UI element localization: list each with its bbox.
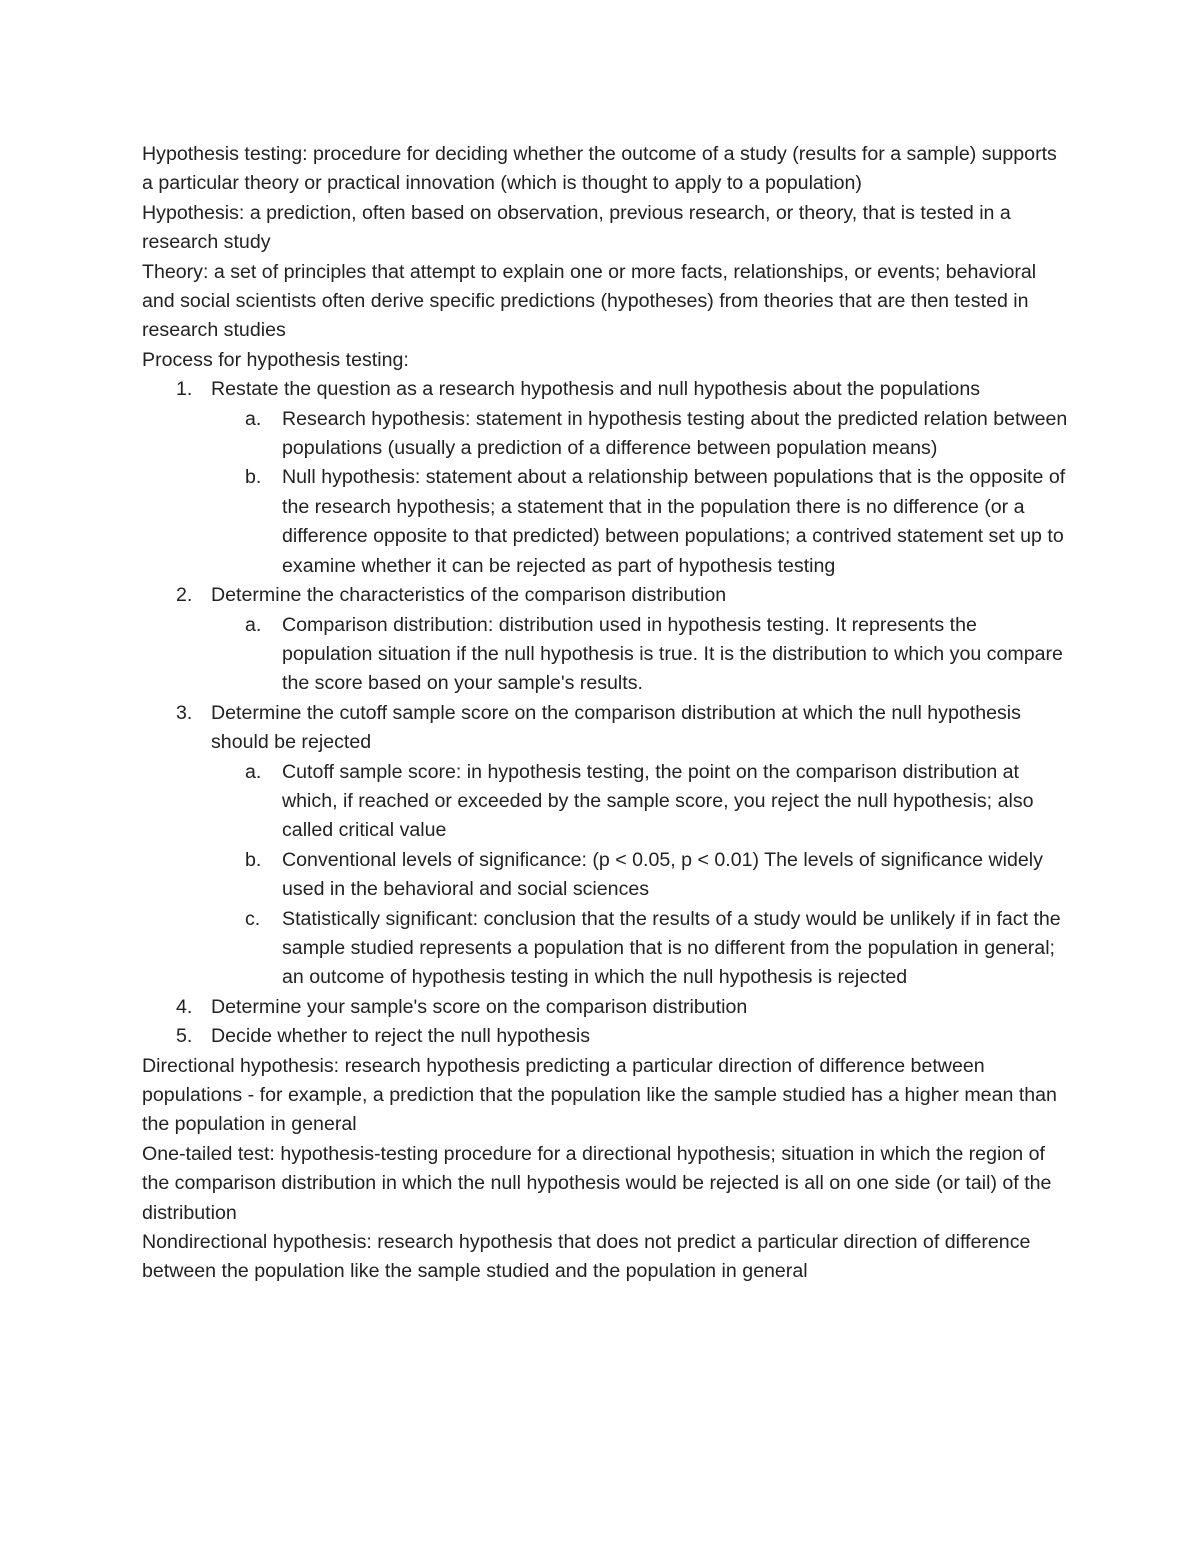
step-text: Decide whether to reject the null hypothesis — [211, 1025, 591, 1048]
substep-text: Conventional levels of significance: (p < 0.05, p < 0.01) The levels of significance widely used in the behavioral and social sciences — [282, 848, 1043, 901]
definition-directional-hypothesis: Directional hypothesis: research hypothesis predicting a particular direction of difference between populations - for example, a prediction that the population like the sample studied has a higher mean than the population in general — [142, 1054, 1057, 1136]
substep-letter: b. — [245, 466, 262, 489]
substep-text: Cutoff sample score: in hypothesis testing, the point on the comparison distribution at which, if reached or exceeded by the sample score, you reject the null hypothesis; also called critical value — [282, 760, 1034, 842]
step-number: 3. — [176, 701, 193, 724]
step-number: 4. — [176, 995, 193, 1018]
substep-letter: a. — [245, 613, 262, 636]
process-heading: Process for hypothesis testing: — [142, 348, 409, 371]
substep-item — [211, 846, 1072, 905]
substep-list — [211, 758, 1072, 993]
substep-text: Null hypothesis: statement about a relationship between populations that is the opposite of the research hypothesis; a statement that in the population there is no difference (or a difference opposite to that predicted) between populations; a contrived statement set up to examine whether it can be rejected as part of hypothesis testing — [282, 466, 1066, 577]
substep-item — [211, 758, 1072, 846]
step-item — [142, 1022, 1072, 1051]
substep-list — [211, 405, 1072, 581]
substep-item — [211, 463, 1072, 581]
substep-letter: c. — [245, 907, 261, 930]
substep-letter: b. — [245, 848, 262, 871]
process-steps-list — [142, 375, 1072, 1051]
substep-letter: a. — [245, 407, 262, 430]
definition-hypothesis-testing: Hypothesis testing: procedure for deciding whether the outcome of a study (results for a sample) supports a particular theory or practical innovation (which is thought to apply to a population) — [142, 143, 1057, 195]
substep-item — [211, 905, 1072, 993]
definition-theory: Theory: a set of principles that attempt to explain one or more facts, relationships, or events; behavioral and social scientists often derive specific predictions (hypotheses) from theories that are then tested in research studies — [142, 260, 1037, 342]
step-text: Restate the question as a research hypothesis and null hypothesis about the populations — [211, 378, 981, 401]
substep-letter: a. — [245, 760, 262, 783]
step-text: Determine the cutoff sample score on the comparison distribution at which the null hypothesis should be rejected — [211, 701, 1021, 754]
definition-nondirectional-hypothesis: Nondirectional hypothesis: research hypothesis that does not predict a particular direction of difference between the population like the sample studied and the population in general — [142, 1231, 1031, 1283]
substep-item — [211, 405, 1072, 464]
step-item — [142, 375, 1072, 581]
step-text: Determine your sample's score on the comparison distribution — [211, 995, 748, 1018]
step-text: Determine the characteristics of the comparison distribution — [211, 584, 727, 607]
step-item — [142, 993, 1072, 1022]
step-number: 2. — [176, 584, 193, 607]
definition-one-tailed-test: One-tailed test: hypothesis-testing procedure for a directional hypothesis; situation in which the region of the comparison distribution in which the null hypothesis would be rejected is all on one side (or tail) of the distribution — [142, 1142, 1052, 1224]
step-item — [142, 699, 1072, 993]
document-page — [142, 140, 1072, 1287]
step-number: 1. — [176, 378, 193, 401]
substep-list — [211, 611, 1072, 699]
step-number: 5. — [176, 1025, 193, 1048]
step-item — [142, 581, 1072, 699]
substep-text: Comparison distribution: distribution used in hypothesis testing. It represents the population situation if the null hypothesis is true. It is the distribution to which you compare the score based on your sample's results. — [282, 613, 1063, 695]
substep-text: Research hypothesis: statement in hypothesis testing about the predicted relation between populations (usually a prediction of a difference between population means) — [282, 407, 1068, 460]
definition-hypothesis: Hypothesis: a prediction, often based on observation, previous research, or theory, that is tested in a research study — [142, 201, 1011, 254]
substep-item — [211, 611, 1072, 699]
substep-text: Statistically significant: conclusion that the results of a study would be unlikely if in fact the sample studied represents a population that is no different from the population in general; an outcome of hypothesis testing in which the null hypothesis is rejected — [282, 907, 1061, 989]
